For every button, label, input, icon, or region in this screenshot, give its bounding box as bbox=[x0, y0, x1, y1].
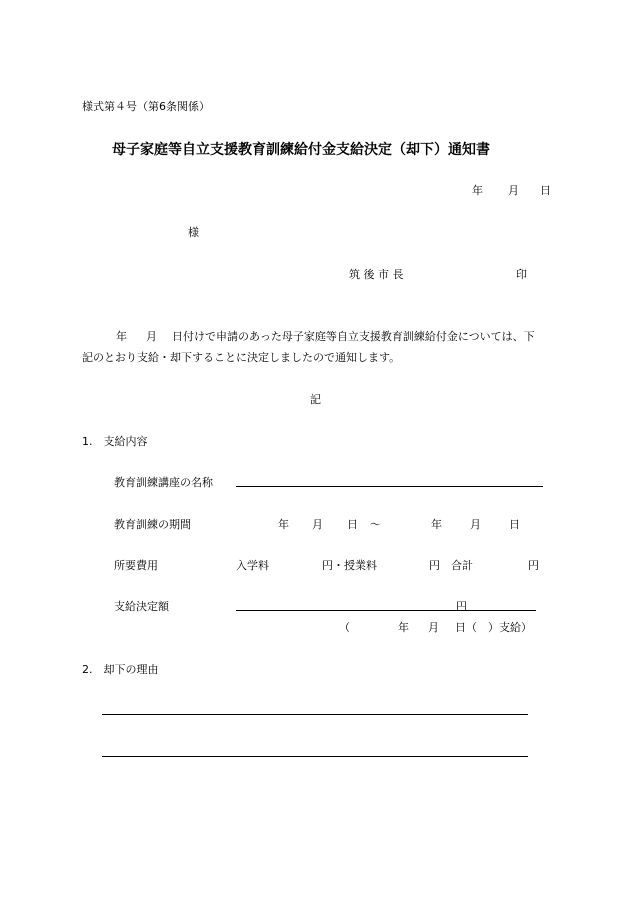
period-month2: 月 bbox=[470, 518, 481, 531]
period-year2: 年 bbox=[431, 518, 442, 531]
decision-month: 月 bbox=[428, 621, 439, 634]
date-day: 日 bbox=[540, 184, 551, 197]
issuer-seal: 印 bbox=[516, 268, 527, 281]
body-line2: 記のとおり支給・却下することに決定しましたので通知します。 bbox=[82, 351, 401, 364]
cost-yen: 円 bbox=[528, 559, 539, 572]
date-year: 年 bbox=[472, 184, 483, 197]
cost-tuition: 円・授業料 bbox=[322, 559, 377, 572]
body-month: 月 bbox=[146, 330, 157, 343]
cost-entrance: 入学料 bbox=[236, 559, 269, 572]
period-day2: 日 bbox=[509, 518, 520, 531]
reason-line-2 bbox=[102, 756, 528, 757]
cost-total: 円 合計 bbox=[429, 559, 473, 572]
form-number: 様式第４号（第6条関係） bbox=[82, 100, 210, 113]
decision-label: 支給決定額 bbox=[114, 600, 169, 613]
course-label: 教育訓練講座の名称 bbox=[114, 476, 213, 489]
decision-year: 年 bbox=[398, 621, 409, 634]
date-month: 月 bbox=[508, 184, 519, 197]
period-month1: 月 bbox=[312, 518, 323, 531]
decision-tail: 日（ ）支給） bbox=[455, 621, 532, 634]
ki-heading: 記 bbox=[310, 393, 321, 406]
period-tilde: ～ bbox=[370, 518, 381, 531]
section2-heading: 2. 却下の理由 bbox=[82, 663, 159, 676]
body-year: 年 bbox=[116, 330, 127, 343]
document-title: 母子家庭等自立支援教育訓練給付金支給決定（却下）通知書 bbox=[112, 142, 490, 158]
decision-amount-line bbox=[236, 610, 536, 611]
period-year1: 年 bbox=[278, 518, 289, 531]
period-day1: 日 bbox=[347, 518, 358, 531]
reason-line-1 bbox=[102, 714, 528, 715]
issuer-name: 筑 後 市 長 bbox=[349, 268, 404, 281]
decision-paren-open: （ bbox=[339, 621, 350, 634]
period-label: 教育訓練の期間 bbox=[114, 518, 191, 531]
section1-heading: 1. 支給内容 bbox=[82, 435, 148, 448]
cost-label: 所要費用 bbox=[114, 559, 158, 572]
course-name-line bbox=[236, 486, 543, 487]
decision-yen: 円 bbox=[456, 600, 467, 613]
addressee-suffix: 様 bbox=[188, 226, 199, 239]
body-line1: 日付けで申請のあった母子家庭等自立支援教育訓練給付金については、下 bbox=[172, 330, 535, 343]
